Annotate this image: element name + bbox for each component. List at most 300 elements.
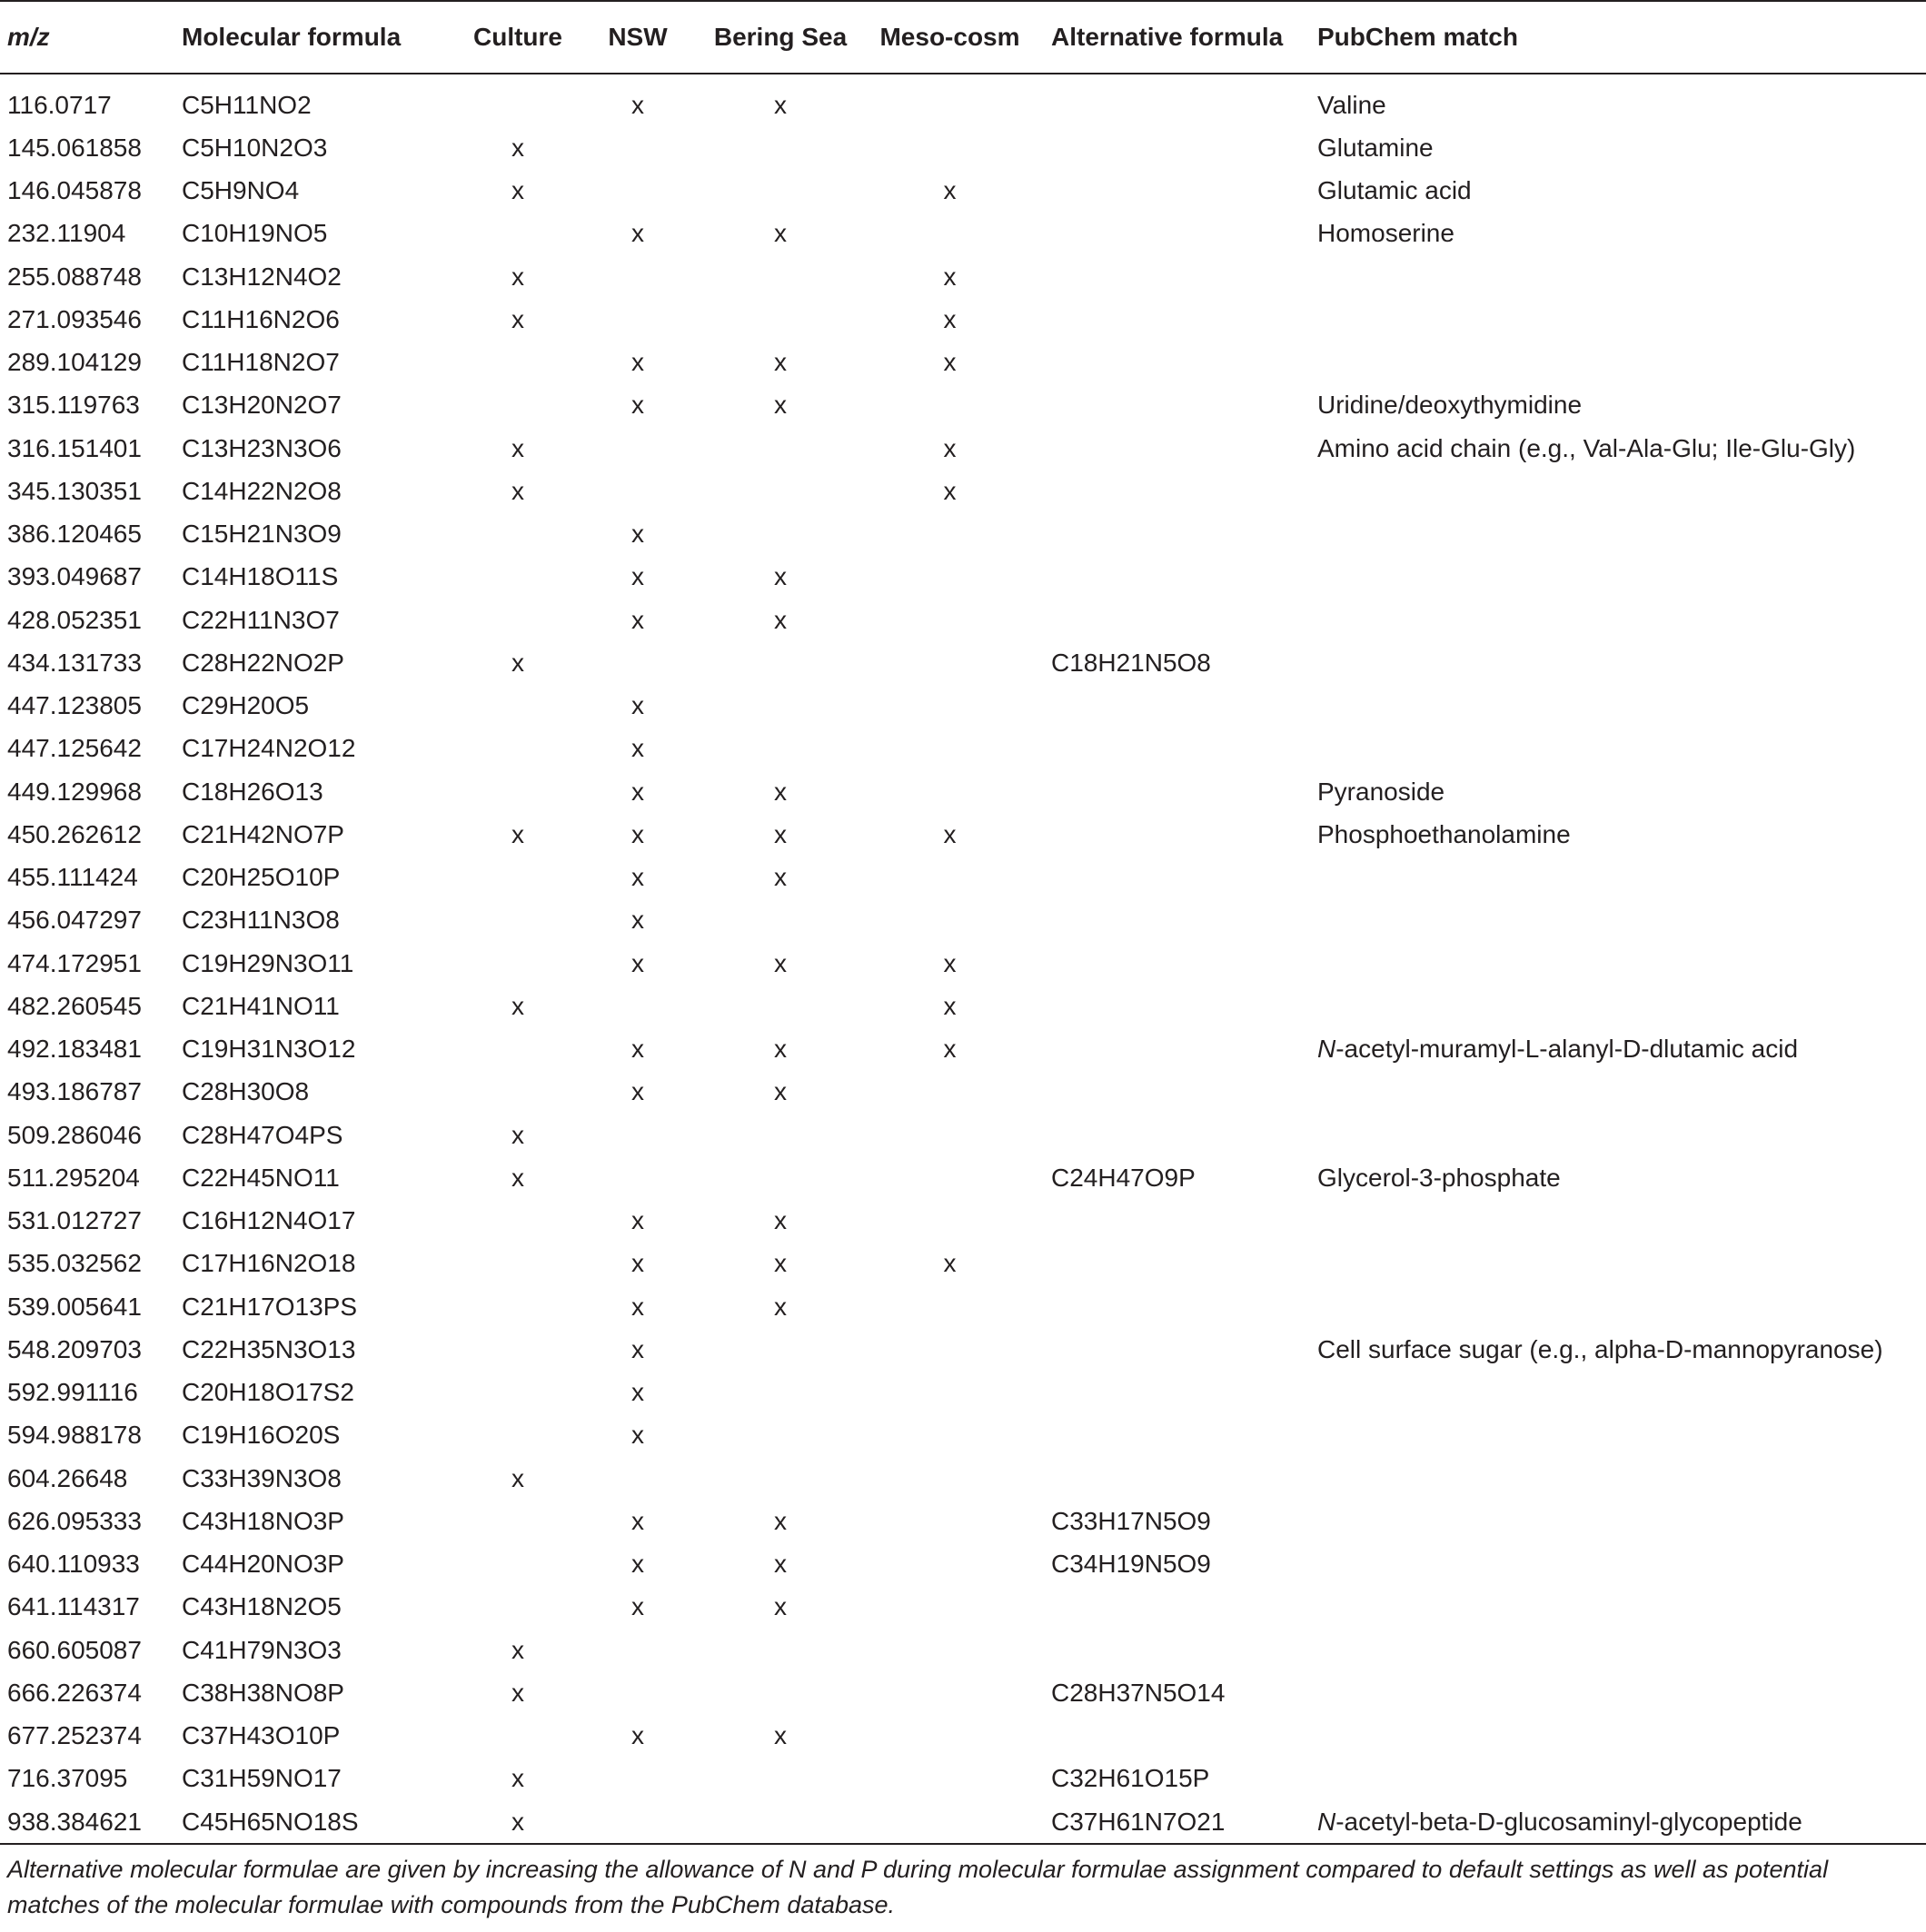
cell-mesocosm [867, 1372, 1033, 1414]
cell-molecular-formula: C22H35N3O13 [182, 1334, 356, 1363]
cell-nsw: x [631, 1077, 644, 1106]
cell-pubchem-match: Homoserine [1317, 219, 1454, 248]
cell-pubchem-match [1317, 1586, 1926, 1629]
cell-bering-sea [694, 427, 867, 470]
table-row [0, 170, 1926, 213]
cell-mesocosm: x [943, 991, 957, 1020]
cell-mz: 539.005641 [7, 1292, 142, 1321]
cell-bering-sea [694, 255, 867, 298]
cell-culture: x [511, 476, 524, 505]
cell-mesocosm [867, 1671, 1033, 1714]
cell-molecular-formula: C31H59NO17 [182, 1764, 342, 1793]
cell-culture: x [511, 991, 524, 1020]
cell-alternative-formula [1033, 1414, 1317, 1457]
cell-mz: 492.183481 [7, 1035, 142, 1064]
cell-mz: 393.049687 [7, 562, 142, 591]
cell-pubchem-match [1317, 599, 1926, 641]
table-row [0, 1671, 1926, 1714]
cell-mz: 146.045878 [7, 176, 142, 205]
cell-alternative-formula [1033, 298, 1317, 341]
cell-culture [454, 556, 581, 599]
table-row [0, 985, 1926, 1027]
cell-mesocosm [867, 556, 1033, 599]
cell-alternative-formula [1033, 513, 1317, 556]
cell-alternative-formula [1033, 255, 1317, 298]
cell-pubchem-match: Pyranoside [1317, 777, 1445, 806]
header-culture: Culture [454, 1, 581, 74]
cell-mesocosm: x [943, 304, 957, 333]
cell-pubchem-match [1317, 685, 1926, 728]
cell-mz: 474.172951 [7, 948, 142, 977]
cell-molecular-formula: C5H10N2O3 [182, 133, 328, 162]
cell-pubchem-match [1317, 1071, 1926, 1114]
table-footnote: Alternative molecular formulae are given by increasing the allowance of N and P during molecular formulae assignment compared to default settings as well as potential matches of the molecular formulae with compounds from the PubChem database. [7, 1856, 1829, 1919]
cell-molecular-formula: C44H20NO3P [182, 1550, 344, 1579]
table-row [0, 470, 1926, 512]
cell-nsw: x [631, 1206, 644, 1235]
cell-nsw [581, 126, 694, 169]
cell-molecular-formula: C15H21N3O9 [182, 520, 342, 549]
cell-alternative-formula [1033, 1285, 1317, 1328]
cell-alternative-formula: C33H17N5O9 [1051, 1506, 1211, 1535]
table-row [0, 1243, 1926, 1285]
cell-pubchem-match [1317, 255, 1926, 298]
cell-culture [454, 728, 581, 770]
cell-bering-sea: x [774, 863, 787, 892]
cell-mesocosm: x [943, 176, 957, 205]
cell-bering-sea [694, 1156, 867, 1199]
cell-pubchem-match [1317, 342, 1926, 384]
cell-bering-sea [694, 899, 867, 942]
cell-alternative-formula [1033, 213, 1317, 255]
cell-culture [454, 1328, 581, 1371]
cell-nsw: x [631, 819, 644, 848]
cell-mz: 548.209703 [7, 1334, 142, 1363]
table-header-row [0, 1, 1926, 74]
cell-molecular-formula: C23H11N3O8 [182, 906, 340, 935]
cell-pubchem-match [1317, 942, 1926, 985]
cell-nsw [581, 255, 694, 298]
cell-nsw: x [631, 1550, 644, 1579]
cell-pubchem-match: Valine [1317, 90, 1386, 119]
cell-bering-sea [694, 1800, 867, 1844]
table-row [0, 126, 1926, 169]
cell-nsw [581, 170, 694, 213]
cell-culture: x [454, 1800, 581, 1844]
cell-alternative-formula [1033, 728, 1317, 770]
cell-mz: 428.052351 [7, 605, 142, 634]
cell-nsw: x [631, 1292, 644, 1321]
cell-bering-sea [694, 1629, 867, 1671]
cell-culture [454, 513, 581, 556]
table-row [0, 213, 1926, 255]
table-row [0, 1543, 1926, 1586]
cell-alternative-formula [1033, 342, 1317, 384]
cell-culture: x [511, 176, 524, 205]
cell-mz: 345.130351 [7, 476, 142, 505]
cell-pubchem-match [1317, 857, 1926, 899]
cell-mesocosm [867, 1071, 1033, 1114]
cell-nsw: x [631, 520, 644, 549]
table-row [0, 1457, 1926, 1500]
cell-culture: x [511, 1678, 524, 1707]
cell-molecular-formula: C17H24N2O12 [182, 734, 356, 763]
cell-bering-sea: x [774, 1035, 787, 1064]
cell-culture [454, 1586, 581, 1629]
cell-mz: 116.0717 [7, 90, 112, 119]
cell-molecular-formula: C29H20O5 [182, 691, 310, 720]
table-row [0, 728, 1926, 770]
cell-alternative-formula [1033, 384, 1317, 427]
cell-mesocosm [867, 1285, 1033, 1328]
cell-molecular-formula: C10H19NO5 [182, 219, 328, 248]
cell-nsw: x [631, 562, 644, 591]
cell-pubchem-match [1317, 556, 1926, 599]
cell-alternative-formula [1033, 985, 1317, 1027]
table-row [0, 1372, 1926, 1414]
cell-pubchem-match [1317, 1285, 1926, 1328]
cell-mz: 938.384621 [0, 1800, 182, 1844]
cell-bering-sea [694, 1372, 867, 1414]
table-row [0, 942, 1926, 985]
cell-mesocosm [867, 899, 1033, 942]
cell-alternative-formula [1033, 1028, 1317, 1071]
cell-mesocosm [867, 1715, 1033, 1758]
cell-mz: 640.110933 [7, 1550, 140, 1579]
header-mesocosm: Meso-cosm [867, 1, 1033, 74]
cell-pubchem-match [1317, 1200, 1926, 1243]
cell-pubchem-match [1317, 1414, 1926, 1457]
cell-nsw [581, 1800, 694, 1844]
cell-mz: 449.129968 [7, 777, 142, 806]
cell-bering-sea: x [774, 819, 787, 848]
cell-molecular-formula: C22H45NO11 [182, 1163, 340, 1192]
header-pubchem-match: PubChem match [1317, 1, 1926, 74]
table-row [0, 1629, 1926, 1671]
cell-mesocosm [867, 641, 1033, 684]
cell-pubchem-match: Glutamic acid [1317, 176, 1472, 205]
table-row [0, 770, 1926, 813]
cell-mesocosm [867, 126, 1033, 169]
cell-bering-sea: x [774, 1721, 787, 1750]
table-row [0, 513, 1926, 556]
table-row [0, 813, 1926, 856]
cell-molecular-formula: C13H12N4O2 [182, 262, 342, 291]
header-mz: m/z [0, 1, 182, 74]
cell-molecular-formula: C22H11N3O7 [182, 605, 340, 634]
cell-mesocosm [867, 1328, 1033, 1371]
cell-mesocosm: x [943, 1035, 957, 1064]
table-row [0, 1285, 1926, 1328]
cell-molecular-formula: C45H65NO18S [182, 1800, 454, 1844]
cell-molecular-formula: C28H22NO2P [182, 648, 344, 677]
header-nsw: NSW [581, 1, 694, 74]
cell-culture [454, 1543, 581, 1586]
cell-pubchem-match [1317, 298, 1926, 341]
cell-alternative-formula [1033, 1114, 1317, 1156]
cell-culture [454, 1200, 581, 1243]
cell-molecular-formula: C14H18O11S [182, 562, 339, 591]
cell-mesocosm: x [943, 433, 957, 462]
cell-bering-sea [694, 170, 867, 213]
cell-nsw: x [631, 777, 644, 806]
table-row [0, 1586, 1926, 1629]
cell-alternative-formula [1033, 813, 1317, 856]
cell-alternative-formula [1033, 170, 1317, 213]
cell-pubchem-match: Cell surface sugar (e.g., alpha-D-mannopyranose) [1317, 1334, 1883, 1363]
cell-alternative-formula [1033, 1328, 1317, 1371]
cell-pubchem-match: Amino acid chain (e.g., Val-Ala-Glu; Ile-Glu-Gly) [1317, 433, 1856, 462]
cell-molecular-formula: C33H39N3O8 [182, 1463, 342, 1492]
cell-alternative-formula: C28H37N5O14 [1051, 1678, 1226, 1707]
table-row [0, 298, 1926, 341]
cell-nsw [581, 641, 694, 684]
cell-culture [454, 685, 581, 728]
cell-mesocosm [867, 1414, 1033, 1457]
cell-mesocosm [867, 857, 1033, 899]
table-row [0, 857, 1926, 899]
cell-mz: 535.032562 [7, 1249, 142, 1278]
cell-nsw: x [631, 906, 644, 935]
table-row [0, 1071, 1926, 1114]
cell-nsw: x [631, 1421, 644, 1450]
cell-pubchem-match [1317, 728, 1926, 770]
cell-nsw: x [631, 1334, 644, 1363]
cell-nsw: x [631, 90, 644, 119]
table-row [0, 641, 1926, 684]
cell-alternative-formula: C18H21N5O8 [1051, 648, 1211, 677]
cell-molecular-formula: C13H20N2O7 [182, 391, 342, 420]
cell-pubchem-match: Uridine/deoxythymidine [1317, 391, 1583, 420]
cell-mesocosm [867, 384, 1033, 427]
cell-culture [454, 1372, 581, 1414]
cell-pubchem-match [1317, 1758, 1926, 1800]
cell-alternative-formula [1033, 126, 1317, 169]
cell-molecular-formula: C5H9NO4 [182, 176, 300, 205]
cell-nsw: x [631, 1721, 644, 1750]
cell-mz: 531.012727 [7, 1206, 142, 1235]
table-row [0, 1114, 1926, 1156]
cell-pubchem-match [1317, 899, 1926, 942]
cell-alternative-formula [1033, 1457, 1317, 1500]
cell-molecular-formula: C21H41NO11 [182, 991, 340, 1020]
cell-mz: 145.061858 [7, 133, 142, 162]
cell-alternative-formula [1033, 1629, 1317, 1671]
cell-pubchem-match [1317, 1543, 1926, 1586]
cell-culture: x [511, 819, 524, 848]
cell-mz: 660.605087 [7, 1635, 142, 1664]
cell-culture [454, 1243, 581, 1285]
cell-nsw: x [631, 348, 644, 377]
cell-nsw [581, 985, 694, 1027]
cell-mz: 450.262612 [7, 819, 142, 848]
cell-nsw: x [631, 948, 644, 977]
table-row [0, 599, 1926, 641]
cell-pubchem-match [1317, 1629, 1926, 1671]
cell-bering-sea [694, 1414, 867, 1457]
cell-nsw [581, 470, 694, 512]
cell-mesocosm: x [943, 262, 957, 291]
cell-culture [454, 384, 581, 427]
header-alternative-formula: Alternative formula [1033, 1, 1317, 74]
cell-mesocosm [867, 1758, 1033, 1800]
cell-mz: 255.088748 [7, 262, 142, 291]
cell-culture [454, 1285, 581, 1328]
cell-culture [454, 942, 581, 985]
cell-nsw: x [631, 391, 644, 420]
cell-mesocosm [867, 1200, 1033, 1243]
cell-mz: 316.151401 [7, 433, 142, 462]
cell-bering-sea: x [774, 1592, 787, 1621]
cell-molecular-formula: C5H11NO2 [182, 90, 312, 119]
cell-pubchem-match [1317, 1500, 1926, 1542]
cell-culture [454, 213, 581, 255]
cell-bering-sea: x [774, 562, 787, 591]
cell-alternative-formula [1033, 1071, 1317, 1114]
cell-mesocosm [867, 1586, 1033, 1629]
cell-mesocosm [867, 728, 1033, 770]
cell-nsw [581, 1629, 694, 1671]
cell-molecular-formula: C11H18N2O7 [182, 348, 340, 377]
cell-culture [454, 74, 581, 126]
cell-molecular-formula: C17H16N2O18 [182, 1249, 356, 1278]
cell-mesocosm [867, 770, 1033, 813]
cell-molecular-formula: C41H79N3O3 [182, 1635, 342, 1664]
cell-mz: 232.11904 [7, 219, 126, 248]
cell-culture: x [511, 1635, 524, 1664]
cell-nsw [581, 1457, 694, 1500]
cell-pubchem-match: Glycerol-3-phosphate [1317, 1163, 1561, 1192]
cell-molecular-formula: C18H26O13 [182, 777, 323, 806]
cell-alternative-formula [1033, 1715, 1317, 1758]
cell-pubchem-match: Phosphoethanolamine [1317, 819, 1571, 848]
cell-alternative-formula [1033, 74, 1317, 126]
cell-mesocosm [867, 1457, 1033, 1500]
cell-bering-sea [694, 1457, 867, 1500]
cell-molecular-formula: C14H22N2O8 [182, 476, 342, 505]
cell-mesocosm: x [943, 948, 957, 977]
cell-nsw: x [631, 734, 644, 763]
cell-mesocosm [867, 213, 1033, 255]
cell-alternative-formula [1033, 1200, 1317, 1243]
table-row [0, 685, 1926, 728]
cell-bering-sea [694, 470, 867, 512]
cell-culture [454, 857, 581, 899]
cell-alternative-formula [1033, 556, 1317, 599]
cell-pubchem-match [1317, 1671, 1926, 1714]
cell-culture: x [511, 1163, 524, 1192]
table-row [0, 1414, 1926, 1457]
cell-molecular-formula: C43H18NO3P [182, 1506, 344, 1535]
cell-mz: 482.260545 [7, 991, 142, 1020]
cell-alternative-formula: C37H61N7O21 [1033, 1800, 1317, 1844]
cell-bering-sea: x [774, 1550, 787, 1579]
cell-nsw [581, 427, 694, 470]
cell-mz: 271.093546 [7, 304, 142, 333]
table-row [0, 342, 1926, 384]
cell-culture [454, 1071, 581, 1114]
cell-nsw [581, 1671, 694, 1714]
cell-alternative-formula [1033, 470, 1317, 512]
cell-bering-sea [694, 685, 867, 728]
cell-mesocosm [867, 1156, 1033, 1199]
table-row [0, 255, 1926, 298]
cell-mz: 447.125642 [7, 734, 142, 763]
cell-mesocosm [867, 599, 1033, 641]
cell-molecular-formula: C21H17O13PS [182, 1292, 358, 1321]
cell-molecular-formula: C43H18N2O5 [182, 1592, 342, 1621]
cell-mesocosm [867, 1543, 1033, 1586]
cell-culture [454, 770, 581, 813]
table-row [0, 1500, 1926, 1542]
cell-culture: x [511, 1764, 524, 1793]
cell-alternative-formula: C24H47O9P [1051, 1163, 1196, 1192]
cell-molecular-formula: C20H18O17S2 [182, 1378, 354, 1407]
cell-bering-sea: x [774, 90, 787, 119]
header-molecular-formula: Molecular formula [182, 1, 454, 74]
cell-pubchem-match: Glutamine [1317, 133, 1434, 162]
cell-mz: 626.095333 [7, 1506, 142, 1535]
table-row [0, 556, 1926, 599]
cell-nsw: x [631, 605, 644, 634]
table-body [0, 74, 1926, 1844]
cell-mz: 677.252374 [7, 1721, 142, 1750]
cell-culture [454, 1715, 581, 1758]
table-row [0, 1028, 1926, 1071]
cell-mesocosm [867, 1114, 1033, 1156]
cell-bering-sea [694, 1114, 867, 1156]
cell-mz: 716.37095 [7, 1764, 128, 1793]
cell-molecular-formula: C13H23N3O6 [182, 433, 342, 462]
cell-bering-sea: x [774, 348, 787, 377]
cell-pubchem-match: N-acetyl-muramyl-L-alanyl-D-dlutamic acid [1317, 1035, 1799, 1064]
cell-culture: x [511, 133, 524, 162]
table-row [0, 1200, 1926, 1243]
cell-pubchem-match [1317, 1114, 1926, 1156]
cell-alternative-formula [1033, 770, 1317, 813]
cell-nsw: x [631, 1506, 644, 1535]
cell-culture: x [511, 433, 524, 462]
cell-bering-sea [694, 1758, 867, 1800]
cell-nsw: x [631, 1035, 644, 1064]
cell-bering-sea [694, 298, 867, 341]
cell-nsw: x [631, 1378, 644, 1407]
cell-culture: x [511, 648, 524, 677]
cell-alternative-formula [1033, 899, 1317, 942]
cell-bering-sea: x [774, 1206, 787, 1235]
cell-pubchem-match [1317, 1243, 1926, 1285]
cell-alternative-formula [1033, 599, 1317, 641]
cell-culture [454, 1414, 581, 1457]
cell-mesocosm: x [943, 819, 957, 848]
cell-nsw: x [631, 1592, 644, 1621]
cell-culture [454, 342, 581, 384]
cell-bering-sea: x [774, 605, 787, 634]
cell-bering-sea [694, 641, 867, 684]
cell-molecular-formula: C11H16N2O6 [182, 304, 340, 333]
cell-pubchem-match: N-acetyl-beta-D-glucosaminyl-glycopeptide [1317, 1800, 1926, 1844]
table-row [0, 74, 1926, 126]
cell-bering-sea [694, 985, 867, 1027]
cell-bering-sea: x [774, 391, 787, 420]
cell-nsw: x [631, 863, 644, 892]
cell-alternative-formula [1033, 685, 1317, 728]
cell-alternative-formula [1033, 427, 1317, 470]
cell-mesocosm [867, 1500, 1033, 1542]
cell-pubchem-match [1317, 1715, 1926, 1758]
cell-molecular-formula: C19H31N3O12 [182, 1035, 356, 1064]
cell-mesocosm: x [943, 1249, 957, 1278]
